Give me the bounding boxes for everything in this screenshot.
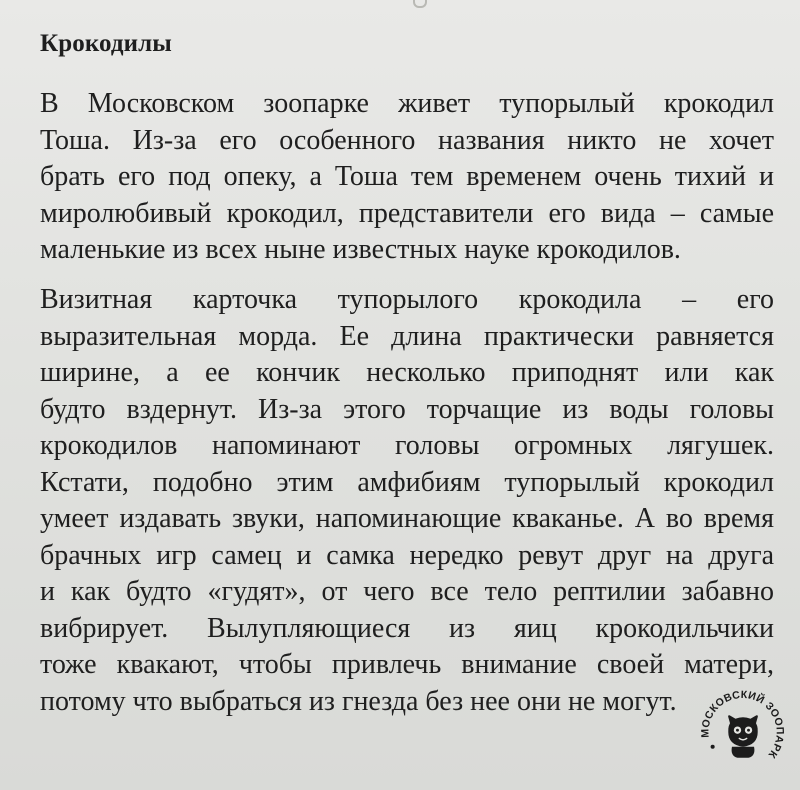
text-line: крокодилов напоминают головы огромных лягушек. (40, 430, 774, 461)
paragraph-details (40, 282, 774, 720)
text-line: брачных игр самец и самка нередко ревут друг на друга (40, 539, 774, 571)
text-line: маленькие из всех ныне известных науке крокодилов. (40, 234, 681, 265)
manul-cat-icon (728, 716, 758, 757)
text-line: и как будто «гудят», от чего все тело рептилии забавно (40, 576, 774, 607)
text-line: потому что выбраться из гнезда без нее они не могут. (40, 685, 677, 717)
logo-text: МОСКОВСКИЙ ЗООПАРК (699, 688, 786, 761)
paragraph-intro (40, 86, 774, 269)
text-line: брать его под опеку, а Тоша тем временем очень тихий и (40, 161, 774, 192)
text-line: выразительная морда. Ее длина практически равняется (40, 320, 774, 352)
text-line: будто вздернут. Из-за этого торчащие из воды головы (40, 393, 774, 425)
moscow-zoo-logo (697, 686, 789, 778)
text-line: Кстати, подобно этим амфибиям тупорылый крокодил (40, 466, 774, 498)
text-line: В Московском зоопарке живет тупорылый крокодил (40, 88, 774, 119)
hanger-ring (413, 0, 427, 8)
text-line: Тоша. Из-за его особенного названия никто не хочет (40, 124, 774, 156)
text-line: ширине, а ее кончик несколько приподнят или как (40, 357, 774, 388)
text-line: тоже квакают, чтобы привлечь внимание своей матери, (40, 649, 774, 680)
sign-title: Крокодилы (40, 30, 172, 57)
text-line: миролюбивый крокодил, представители его вида – самые (40, 197, 774, 229)
text-line: Визитная карточка тупорылого крокодила – его (40, 284, 774, 315)
text-line: вибрирует. Вылупляющиеся из яиц крокодильчики (40, 612, 774, 644)
text-line: умеет издавать звуки, напоминающие кваканье. А во время (40, 503, 774, 534)
